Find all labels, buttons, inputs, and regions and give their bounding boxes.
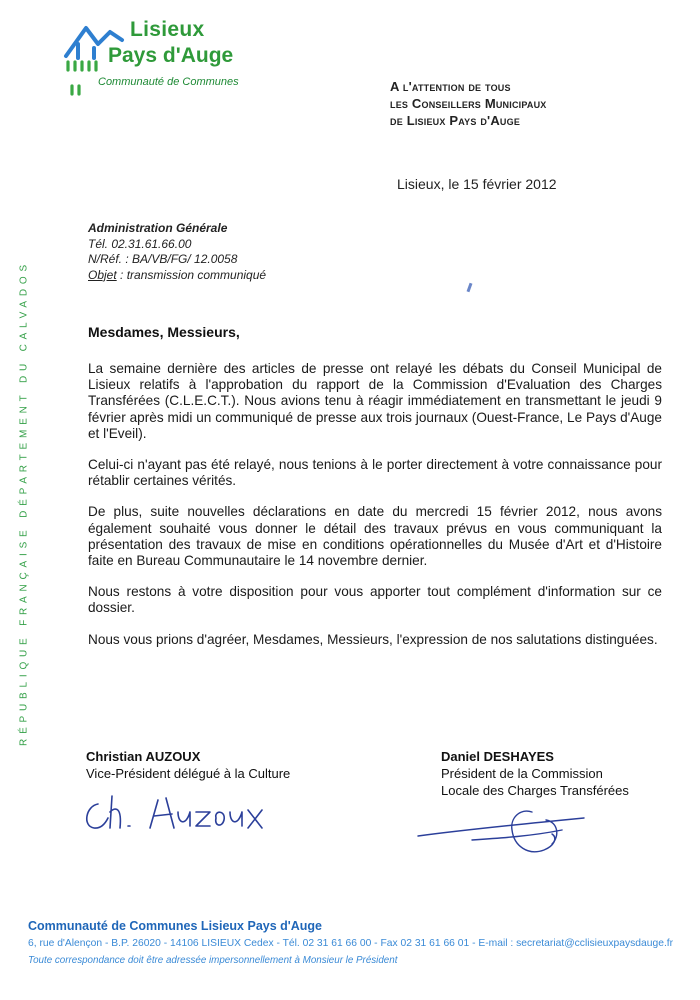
organization-logo xyxy=(62,14,252,104)
signatory-left xyxy=(86,748,290,782)
department-label: Administration Générale xyxy=(88,221,228,235)
recipient-line: de Lisieux Pays d'Auge xyxy=(390,113,521,128)
body-paragraph: Nous restons à votre disposition pour vous apporter tout complément d'information sur ce dossier. xyxy=(88,584,662,616)
body-paragraph: Nous vous prions d'agréer, Mesdames, Messieurs, l'expression de nos salutations distinguées. xyxy=(88,631,658,647)
signatory-name: Daniel DESHAYES xyxy=(441,749,554,764)
signatory-right xyxy=(441,748,629,799)
letter-footer xyxy=(28,919,698,966)
recipient-block xyxy=(390,78,547,129)
logo-subtitle: Communauté de Communes xyxy=(98,76,239,88)
footer-address: 6, rue d'Alençon - B.P. 26020 - 14106 LISIEUX Cedex - Tél. 02 31 61 66 00 - Fax 02 31 61 66 01 - E-mail : secretariat@cclisieuxpaysdauge.fr xyxy=(28,938,674,949)
signatory-name: Christian AUZOUX xyxy=(86,749,201,764)
logo-title-lisieux: Lisieux xyxy=(130,18,205,41)
body-paragraph: De plus, suite nouvelles déclarations en date du mercredi 15 février 2012, nous avons également souhaité vous donner le détail des travaux prévus en vous communiquant la présentation des travaux de mise en conditions opérationnelles du Musée d'Art et d'Histoire faite en Bureau Communautaire le 14 novembre dernier. xyxy=(88,504,662,569)
handwritten-signature-left xyxy=(76,782,276,838)
salutation: Mesdames, Messieurs, xyxy=(88,324,240,340)
recipient-line: les Conseillers Municipaux xyxy=(390,96,547,111)
body-paragraph: La semaine dernière des articles de presse ont relayé les débats du Conseil Municipal de Lisieux relatifs à l'approbation du rapport de la Commission d'Evaluation des Charges Transférées (C.L.E.C.T.). Nous avions tenu à réagir immédiatement en transmettant le jeudi 9 février après midi un communiqué de presse aux trois journaux (Ouest-France, Le Pays d'Auge et l'Eveil). xyxy=(88,361,662,441)
letter-date: Lisieux, le 15 février 2012 xyxy=(397,176,557,192)
footer-organization: Communauté de Communes Lisieux Pays d'Auge xyxy=(28,919,323,933)
phone-line: Tél. 02.31.61.66.00 xyxy=(88,236,192,251)
side-vertical-text xyxy=(4,128,44,878)
signatory-title: Locale des Charges Transférées xyxy=(441,783,629,798)
signatory-title: Président de la Commission xyxy=(441,766,603,781)
footer-note: Toute correspondance doit être adressée impersonnellement à Monsieur le Président xyxy=(28,955,398,966)
handwritten-signature-right xyxy=(412,800,592,870)
pen-mark xyxy=(467,283,473,292)
letter-body xyxy=(88,361,662,663)
reference-line: N/Réf. : BA/VB/FG/ 12.0058 xyxy=(88,252,238,266)
body-paragraph: Celui-ci n'ayant pas été relayé, nous tenions à le porter directement à votre connaissance pour rétablir certaines vérités. xyxy=(88,457,662,489)
recipient-line: A l'attention de tous xyxy=(390,79,511,94)
object-line xyxy=(88,268,266,284)
object-text: : transmission communiqué xyxy=(116,267,267,282)
reference-block xyxy=(88,221,266,283)
side-text-label: RÉPUBLIQUE FRANÇAISE DÉPARTEMENT DU CALVADOS xyxy=(18,260,30,746)
object-label: Objet xyxy=(88,267,117,282)
signatory-title: Vice-Président délégué à la Culture xyxy=(86,766,291,781)
logo-title-pays-dauge: Pays d'Auge xyxy=(108,44,234,67)
